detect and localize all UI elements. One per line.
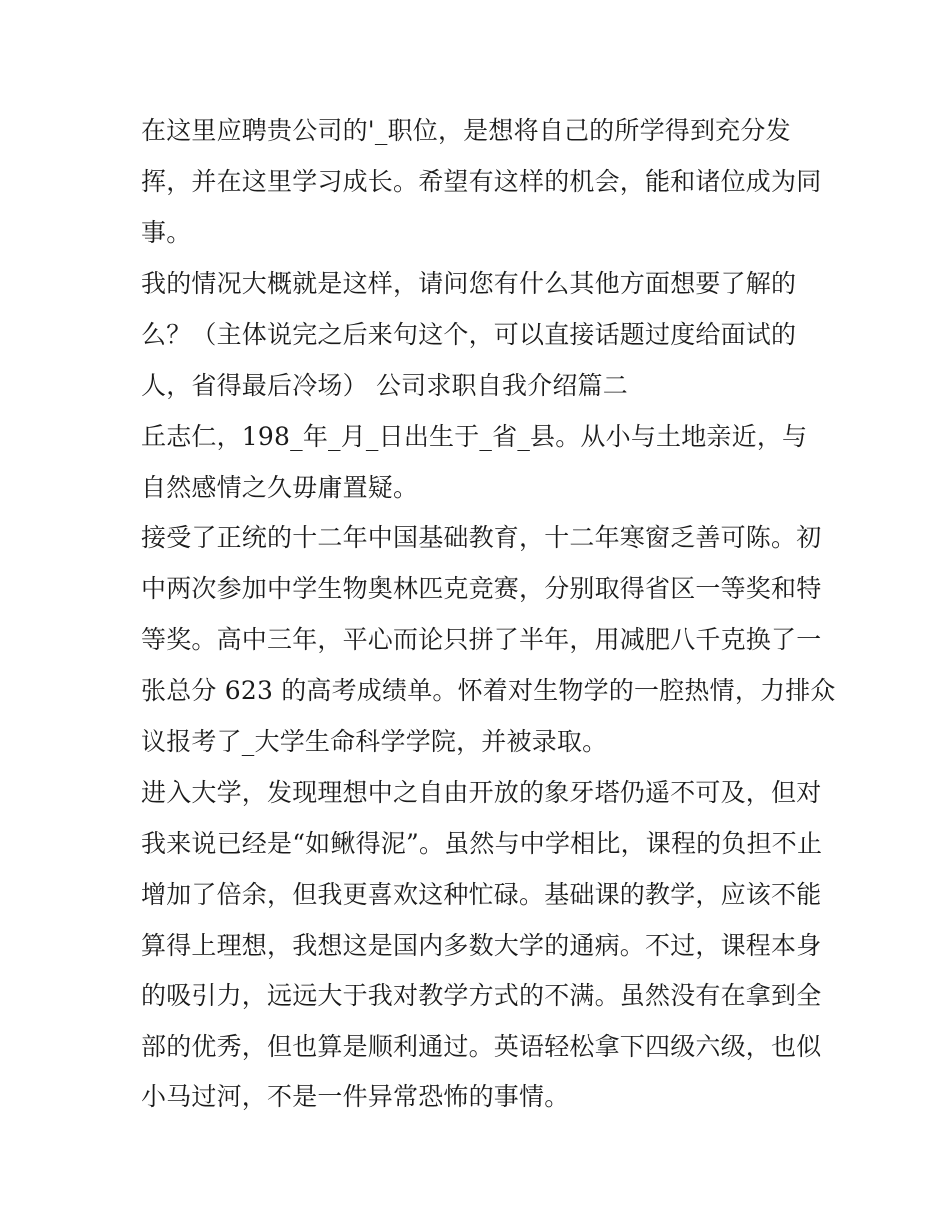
text-line: 么？（主体说完之后来句这个，可以直接话题过度给面试的 [141,320,797,349]
text-line: 我来说已经是“如鳅得泥”。虽然与中学相比，课程的负担不止 [141,829,823,858]
text-line: 人，省得最后冷场） 公司求职自我介绍篇二 [141,371,628,400]
text-line: 事。 [141,218,192,247]
text-line: 算得上理想，我想这是国内多数大学的通病。不过，课程本身 [141,931,822,960]
text-line: 中两次参加中学生物奥林匹克竞赛，分别取得省区一等奖和特 [141,574,822,603]
text-line: 自然感情之久毋庸置疑。 [141,473,419,502]
text-line: 在这里应聘贵公司的'_职位，是想将自己的所学得到充分发 [141,116,791,145]
text-line: 挥，并在这里学习成长。希望有这样的机会，能和诸位成为同 [141,167,822,196]
text-line: 小马过河，不是一件异常恐怖的事情。 [141,1082,570,1111]
text-line: 进入大学，发现理想中之自由开放的象牙塔仍遥不可及，但对 [141,778,822,807]
text-line: 丘志仁，198_年_月_日出生于_省_县。从小与土地亲近，与 [141,422,808,451]
text-line: 的吸引力，远远大于我对教学方式的不满。虽然没有在拿到全 [141,981,822,1010]
text-line: 等奖。高中三年，平心而论只拼了半年，用减肥八千克换了一 [141,625,822,654]
text-line: 我的情况大概就是这样，请问您有什么其他方面想要了解的 [141,269,797,298]
text-line: 议报考了_大学生命科学学院，并被录取。 [141,727,608,756]
text-line: 部的优秀，但也算是顺利通过。英语轻松拿下四级六级，也似 [141,1032,822,1061]
text-line: 张总分 623 的高考成绩单。怀着对生物学的一腔热情，力排众 [141,676,836,705]
text-line: 接受了正统的十二年中国基础教育，十二年寒窗乏善可陈。初 [141,523,822,552]
text-line: 增加了倍余，但我更喜欢这种忙碌。基础课的教学，应该不能 [141,880,822,909]
